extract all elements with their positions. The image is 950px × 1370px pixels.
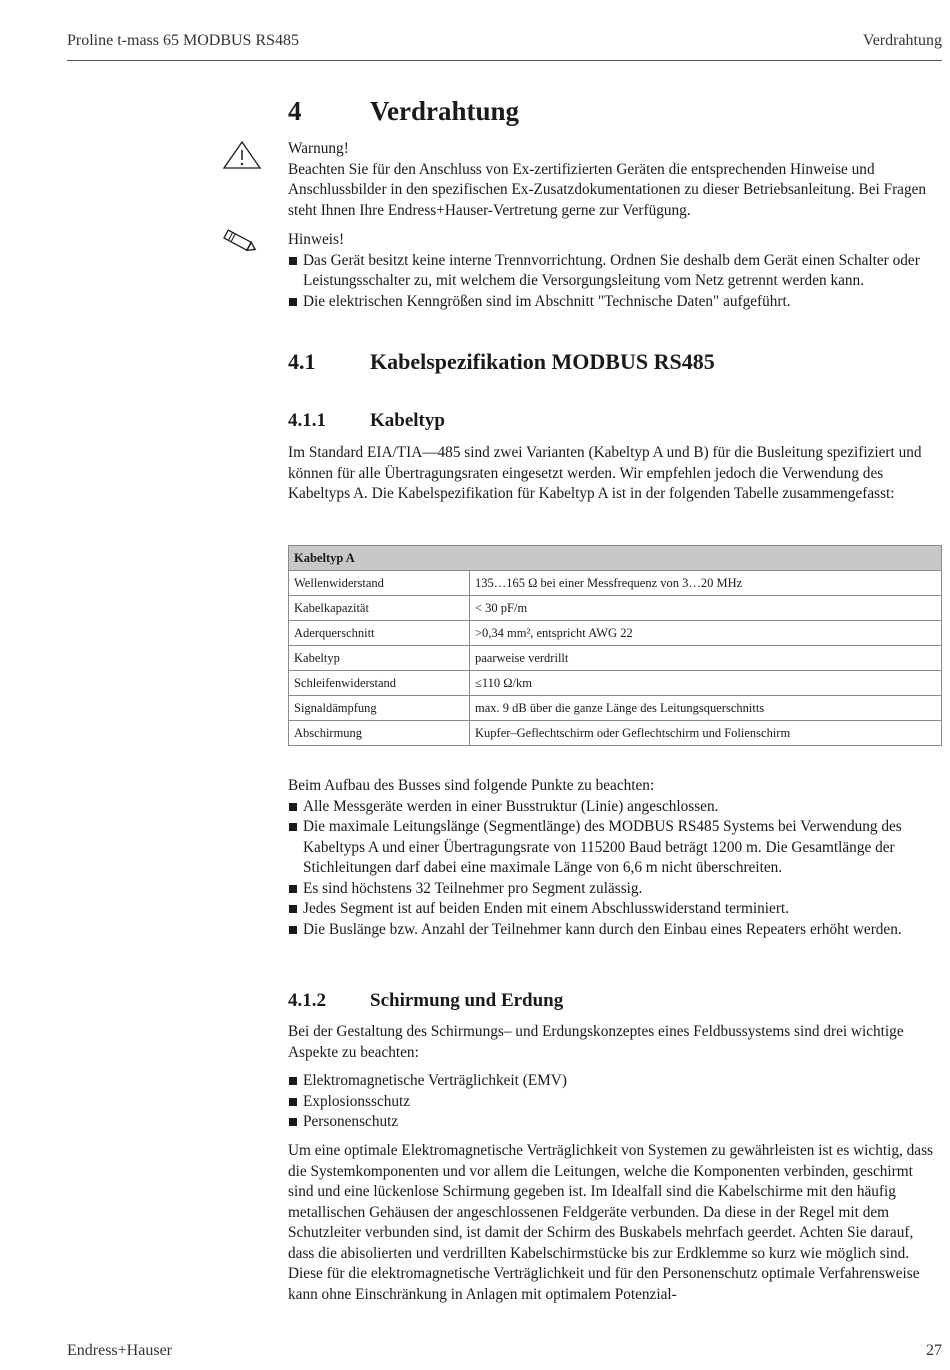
paragraph: Um eine optimale Elektromagnetische Verträglichkeit von Systemen zu gewährleisten ist es wichtig, dass die Systemkomponenten und vor allem die Leitungen, welche die Komponenten verbinden, geschirmt sind und eine lückenlose Schirmung gegeben ist. Im Idealfall sind die Kabelschirme mit den häufig metallischen Gehäusen der angeschlossenen Feldgeräte verbunden. Da diese in der Regel mit dem Schutzleiter verbunden sind, ist damit der Schirm des Buskabels mehrfach geerdet. Achten Sie darauf, dass die abisolierten und verdrillten Kabelschirmstücke bis zur Erdklemme so kurz wie möglich sind. Diese für die elektromagnetische Verträglichkeit und für den Personenschutz optimale Verfahrensweise kann ohne Einschränkung in Anlagen mit optimalem Potenzial- [288, 1142, 933, 1303]
page-number: 27 [926, 1342, 942, 1359]
table-row [289, 596, 942, 621]
list-item: Die maximale Leitungslänge (Segmentlänge) des MODBUS RS485 Systems bei Verwendung des Kabeltyps A und einer Übertragungsrate von 115200 Baud beträgt 1200 m. Die Gesamtlänge der Stichleitungen darf dabei eine maximale Länge von 6,6 m nicht überschreiten. [288, 817, 942, 879]
shielding-body [288, 1141, 942, 1305]
list-item: Jedes Segment ist auf beiden Enden mit einem Abschlusswiderstand terminiert. [288, 899, 942, 920]
list-item: Alle Messgeräte werden in einer Busstruktur (Linie) angeschlossen. [288, 797, 942, 818]
table-cell-key: Aderquerschnitt [289, 621, 470, 646]
bus-points-list [288, 797, 942, 941]
chapter-number: 4 [288, 96, 302, 126]
list-item: Das Gerät besitzt keine interne Trennvorrichtung. Ordnen Sie deshalb dem Gerät einen Schalter oder Leistungsschalter zu, mit welchem die Versorgungsleitung vom Netz getrennt werden kann. [288, 251, 942, 292]
chapter-title: Verdrahtung [370, 96, 520, 126]
table-cell-key: Wellenwiderstand [289, 571, 470, 596]
section-title: Kabeltyp [370, 410, 445, 431]
table-cell-value: paarweise verdrillt [470, 646, 942, 671]
section-title: Schirmung und Erdung [370, 990, 564, 1011]
table-cell-key: Abschirmung [289, 721, 470, 746]
section-heading-4-1-2 [288, 990, 563, 1012]
table-cell-value: max. 9 dB über die ganze Länge des Leitungsquerschnitts [470, 696, 942, 721]
table-cell-key: Signaldämpfung [289, 696, 470, 721]
list-item: Die elektrischen Kenngrößen sind im Abschnitt "Technische Daten" aufgeführt. [288, 292, 942, 313]
note-list [288, 251, 942, 313]
table-row [289, 621, 942, 646]
running-header-section: Verdrahtung [862, 32, 942, 49]
table-cell-value: Kupfer–Geflechtschirm oder Geflechtschirm und Folienschirm [470, 721, 942, 746]
bus-points-block [288, 776, 942, 940]
table-cell-key: Schleifenwiderstand [289, 671, 470, 696]
table-header-row [289, 546, 942, 571]
aspects-list [288, 1071, 942, 1133]
table-cell-value: 135…165 Ω bei einer Messfrequenz von 3…20 MHz [470, 571, 942, 596]
list-item: Explosionsschutz [288, 1092, 942, 1113]
running-header-title: Proline t-mass 65 MODBUS RS485 [67, 32, 300, 49]
note-block [288, 230, 942, 312]
table-cell-key: Kabelkapazität [289, 596, 470, 621]
shielding-aspects [288, 1071, 942, 1133]
table-cell-value: ≤110 Ω/km [470, 671, 942, 696]
pencil-note-icon [220, 228, 260, 256]
section-number: 4.1.1 [288, 410, 326, 431]
header-divider [67, 60, 942, 61]
note-label: Hinweis! [288, 231, 345, 248]
warning-text: Beachten Sie für den Anschluss von Ex-zertifizierten Geräten die entsprechenden Hinweise und Anschlussbilder in den spezifischen Ex-Zusatzdokumentationen zu dieser Betriebsanleitung. Bei Fragen steht Ihnen Ihre Endress+Hauser-Vertretung gerne zur Verfügung. [288, 160, 927, 219]
paragraph: Im Standard EIA/TIA—485 sind zwei Varianten (Kabeltyp A und B) für die Busleitung spezifiziert und können für alle Übertragungsraten eingesetzt werden. Wir empfehlen jedoch die Verwendung des Kabeltyps A. Die Kabelspezifikation für Kabeltyp A ist in der folgenden Tabelle zusammengefasst: [288, 444, 922, 502]
list-item: Es sind höchstens 32 Teilnehmer pro Segment zulässig. [288, 879, 942, 900]
table-cell-key: Kabeltyp [289, 646, 470, 671]
section-number: 4.1.2 [288, 990, 326, 1011]
section-title: Kabelspezifikation MODBUS RS485 [370, 349, 715, 374]
paragraph: Beim Aufbau des Busses sind folgende Punkte zu beachten: [288, 777, 655, 794]
section-heading-4-1 [288, 349, 715, 375]
footer-brand: Endress+Hauser [67, 1342, 172, 1359]
table-row [289, 646, 942, 671]
table-header: Kabeltyp A [289, 546, 942, 571]
paragraph: Bei der Gestaltung des Schirmungs– und Erdungskonzeptes eines Feldbussystems sind drei wichtige Aspekte zu beachten: [288, 1023, 904, 1061]
warning-label: Warnung! [288, 140, 349, 157]
list-item: Die Buslänge bzw. Anzahl der Teilnehmer kann durch den Einbau eines Repeaters erhöht werden. [288, 920, 942, 941]
table-row [289, 721, 942, 746]
cable-type-intro [288, 443, 942, 505]
table-row [289, 671, 942, 696]
section-number: 4.1 [288, 349, 316, 374]
table-cell-value: < 30 pF/m [470, 596, 942, 621]
cable-spec-table [288, 545, 942, 746]
warning-triangle-icon [222, 140, 262, 170]
table-row [289, 696, 942, 721]
table-row [289, 571, 942, 596]
list-item: Personenschutz [288, 1112, 942, 1133]
table-cell-value: >0,34 mm², entspricht AWG 22 [470, 621, 942, 646]
shielding-intro [288, 1022, 942, 1063]
warning-block [288, 139, 942, 221]
chapter-heading [288, 96, 519, 127]
section-heading-4-1-1 [288, 410, 445, 432]
list-item: Elektromagnetische Verträglichkeit (EMV) [288, 1071, 942, 1092]
